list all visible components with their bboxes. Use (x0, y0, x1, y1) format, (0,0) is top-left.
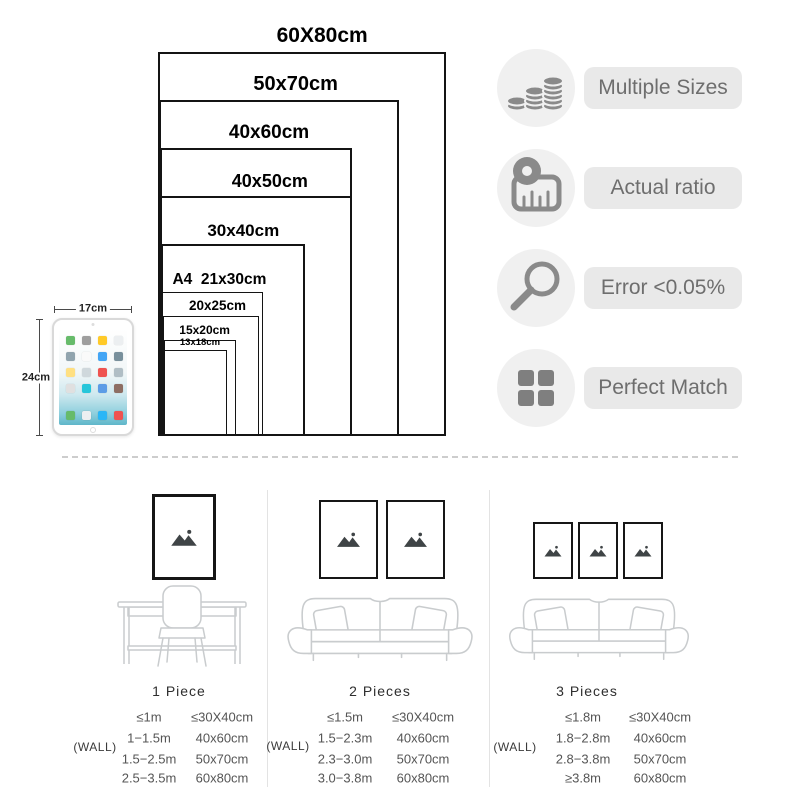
magnifier-icon (497, 249, 575, 327)
poster-size-cell: ≤30X40cm (391, 709, 455, 725)
feature-error-rate: Error <0.05% (584, 267, 742, 309)
height-measure-tick-bottom (36, 435, 43, 436)
tablet-camera-dot (92, 323, 95, 326)
poster-size-cell: 40x60cm (195, 730, 249, 746)
size-rect-label: 50x70cm (253, 73, 338, 95)
tablet-app-icon (98, 384, 107, 393)
desk-chair-illustration (116, 584, 248, 668)
tablet-dock-icon (82, 411, 91, 420)
mountain-image-icon (335, 530, 362, 549)
tablet-app-icon (114, 368, 123, 377)
wall-label-1: (WALL) (73, 740, 117, 754)
tablet-dock-icon (114, 411, 123, 420)
grid-icon (497, 349, 575, 427)
tablet-app-icon (82, 336, 91, 345)
poster-size-cell: 40x60cm (396, 730, 450, 746)
tablet-illustration (52, 318, 134, 436)
poster-size-cell: 60x80cm (633, 770, 687, 786)
poster-size-cell: ≤30X40cm (628, 709, 692, 725)
tape-measure-icon-circle (497, 149, 575, 227)
poster-frame (319, 500, 378, 579)
tablet-app-icon (82, 352, 91, 361)
tablet-screen (59, 329, 127, 425)
grid-icon-circle (497, 349, 575, 427)
tablet-app-icon (98, 352, 107, 361)
poster-size-cell: 50x70cm (396, 751, 450, 767)
poster-frame (578, 522, 618, 579)
wall-range-cell: 2.8−3.8m (555, 751, 611, 767)
poster-frame (623, 522, 663, 579)
size-rect-label: 15x20cm (179, 323, 230, 337)
wall-range-cell: 1.5−2.3m (317, 730, 373, 746)
size-rect-label: 40x60cm (228, 122, 310, 143)
size-rect-label: 20x25cm (188, 297, 247, 313)
poster-size-cell: ≤30X40cm (190, 709, 254, 725)
poster-size-cell: 50x70cm (633, 751, 687, 767)
coins-icon (497, 49, 575, 127)
tablet-app-icon (82, 368, 91, 377)
poster-frame (533, 522, 573, 579)
mountain-image-icon (169, 527, 199, 548)
wall-range-cell: ≤1.5m (326, 709, 364, 725)
panel-title-2-pieces: 2 Pieces (349, 683, 411, 699)
tablet-app-icon (114, 336, 123, 345)
tablet-app-icon (98, 368, 107, 377)
coins-icon-circle (497, 49, 575, 127)
size-rect-label: 40x50cm (231, 171, 308, 191)
tablet-home-button (90, 427, 96, 433)
wall-range-cell: ≤1.8m (564, 709, 602, 725)
size-rect-label: 60X80cm (276, 24, 368, 47)
panel-divider-2 (489, 490, 490, 787)
wall-range-cell: 3.0−3.8m (317, 770, 373, 786)
panel-title-1-piece: 1 Piece (152, 683, 206, 699)
width-measure-tick-right (131, 306, 132, 313)
tablet-app-icon (114, 384, 123, 393)
height-measure-tick-top (36, 319, 43, 320)
wall-label-2: (WALL) (266, 739, 310, 753)
mountain-image-icon (588, 544, 608, 558)
poster-frame (386, 500, 445, 579)
poster-size-cell: 60x80cm (396, 770, 450, 786)
poster-frame (152, 494, 216, 580)
wall-range-cell: 2.5−3.5m (121, 770, 177, 786)
panel-title-3-pieces: 3 Pieces (556, 683, 618, 699)
size-rect-13x18 (164, 350, 226, 436)
poster-size-cell: 60x80cm (195, 770, 249, 786)
poster-size-cell: 40x60cm (633, 730, 687, 746)
mountain-image-icon (402, 530, 429, 549)
sofa-illustration (282, 584, 478, 666)
mountain-image-icon (633, 544, 653, 558)
tablet-dock-icon (98, 411, 107, 420)
tablet-height-label: 24cm (19, 373, 53, 384)
mountain-image-icon (543, 544, 563, 558)
wall-range-cell: ≥3.8m (564, 770, 602, 786)
size-rect-label: A4 21x30cm (172, 270, 267, 288)
wall-label-3: (WALL) (493, 740, 537, 754)
tape-measure-icon (497, 149, 575, 227)
feature-perfect-match: Perfect Match (584, 367, 742, 409)
tablet-app-icon (98, 336, 107, 345)
wall-range-cell: ≤1m (136, 709, 162, 725)
section-divider (62, 456, 738, 458)
wall-range-cell: 1.5−2.5m (121, 751, 177, 767)
wall-range-cell: 2.3−3.0m (317, 751, 373, 767)
tablet-app-icon (66, 384, 75, 393)
tablet-app-icon (114, 352, 123, 361)
tablet-width-label: 17cm (76, 304, 110, 315)
size-rect-label: 30x40cm (207, 221, 280, 240)
poster-size-cell: 50x70cm (195, 751, 249, 767)
tablet-app-icon (82, 384, 91, 393)
feature-multiple-sizes: Multiple Sizes (584, 67, 742, 109)
magnifier-icon-circle (497, 249, 575, 327)
tablet-dock-icon (66, 411, 75, 420)
wall-range-cell: 1.8−2.8m (555, 730, 611, 746)
size-rect-label: 13x18cm (179, 337, 221, 349)
tablet-app-icon (66, 352, 75, 361)
tablet-app-icon (66, 336, 75, 345)
wall-range-cell: 1−1.5m (127, 730, 171, 746)
width-measure-tick-left (54, 306, 55, 313)
tablet-app-icon (66, 368, 75, 377)
sofa-illustration (503, 586, 695, 664)
feature-actual-ratio: Actual ratio (584, 167, 742, 209)
